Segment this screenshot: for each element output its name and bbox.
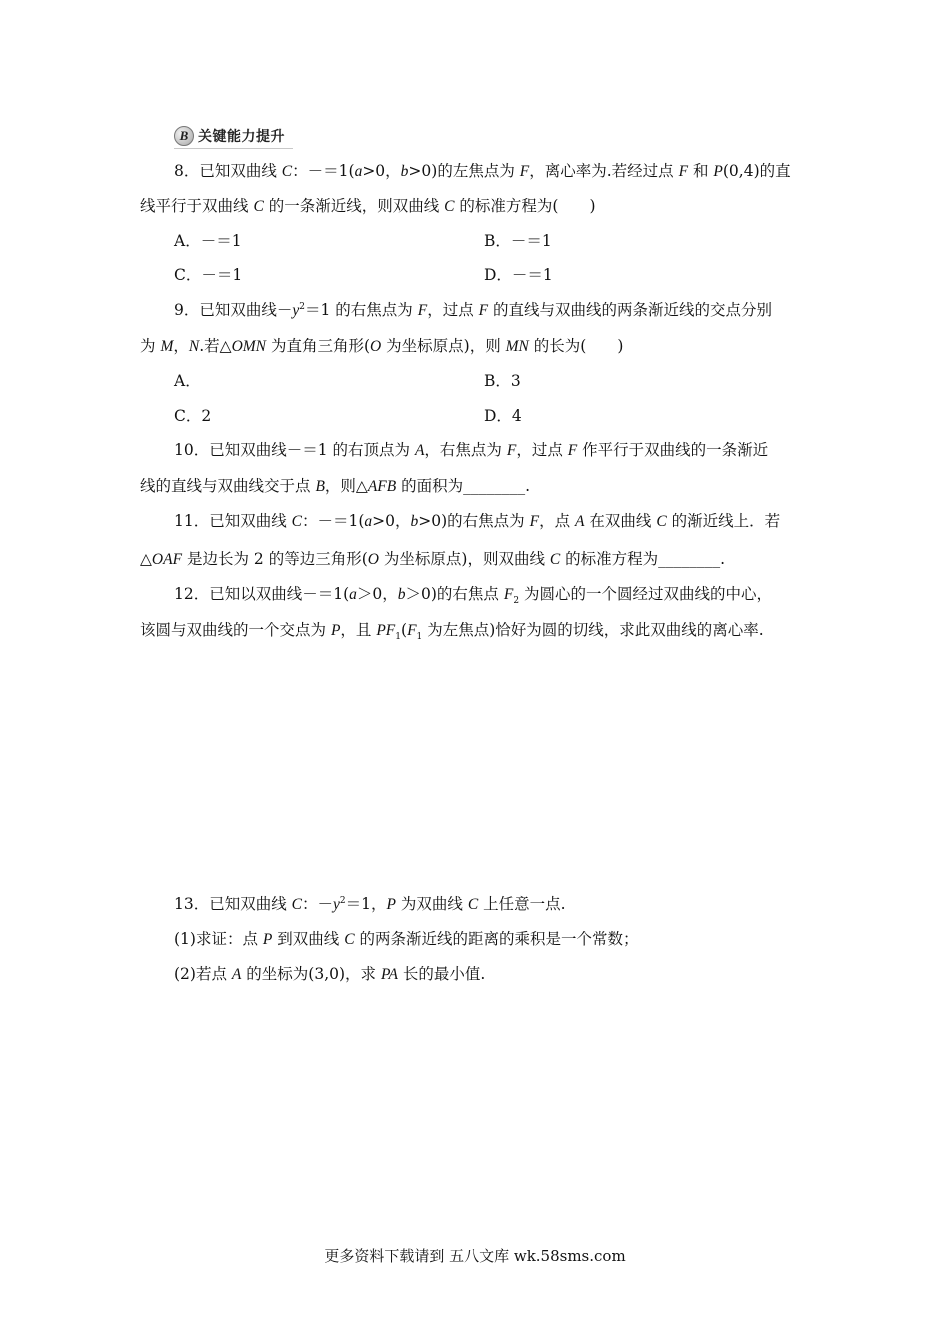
problem-9-line-1: 9．已知双曲线$-y^2=1$ 的右焦点为 F，过点 F 的直线与双曲线的两条渐近线的交点分别: [174, 301, 773, 319]
problem-11-line-2: △OAF 是边长为 2 的等边三角形(O 为坐标原点)，则双曲线 C 的标准方程为________.: [140, 550, 726, 568]
section-badge-icon: B: [174, 126, 194, 146]
problem-13-part-1: (1)求证：点 P 到双曲线 C 的两条渐近线的距离的乘积是一个常数；: [174, 930, 639, 948]
problem-8-option-b: B．－＝1: [484, 232, 552, 250]
problem-8-option-c: C．－＝1: [174, 266, 243, 284]
problem-12-line-2: 该圆与双曲线的一个交点为 P，且 $PF_1(F_1$ 为左焦点)恰好为圆的切线，求此双曲线的离心率.: [140, 621, 764, 643]
problem-10-line-1: 10．已知双曲线－＝1 的右顶点为 A，右焦点为 F，过点 F 作平行于双曲线的一条渐近: [174, 441, 769, 459]
footer-text: 更多资料下载请到 五八文库 wk.58sms.com: [324, 1247, 626, 1265]
problem-8-line-2: 线平行于双曲线 C 的一条渐近线，则双曲线 C 的标准方程为( ): [140, 197, 596, 215]
problem-13-part-2: (2)若点 A 的坐标为(3,0)，求 PA 长的最小值.: [174, 965, 486, 983]
problem-9-option-c: C．2: [174, 407, 212, 425]
problem-13-line-1: 13．已知双曲线 C：$-y^2=1$，P 为双曲线 C 上任意一点.: [174, 895, 566, 913]
problem-9-option-b: B．3: [484, 372, 521, 390]
problem-11-line-1: 11．已知双曲线 C：－＝1(a>0，b>0)的右焦点为 F，点 A 在双曲线 C 的渐近线上．若: [174, 512, 781, 530]
problem-9-option-a: A．: [174, 372, 201, 390]
section-title: 关键能力提升: [198, 129, 285, 145]
problem-8-option-d: D．－＝1: [484, 266, 553, 284]
problem-9-option-d: D．4: [484, 407, 522, 425]
problem-12-line-1: 12．已知以双曲线－＝1(a＞0，b＞0)的右焦点 $F_2$ 为圆心的一个圆经过双曲线的中心，: [174, 585, 772, 607]
problem-8-line-1: 8．已知双曲线 C：－＝1(a>0，b>0)的左焦点为 F，离心率为.若经过点 F 和 P(0,4)的直: [174, 162, 791, 180]
problem-9-line-2: 为 M，N.若△OMN 为直角三角形(O 为坐标原点)，则 MN 的长为( ): [140, 337, 624, 355]
problem-8-option-a: A．－＝1: [174, 232, 242, 250]
problem-10-line-2: 线的直线与双曲线交于点 B，则△AFB 的面积为________.: [140, 477, 531, 495]
section-header: [174, 124, 293, 149]
